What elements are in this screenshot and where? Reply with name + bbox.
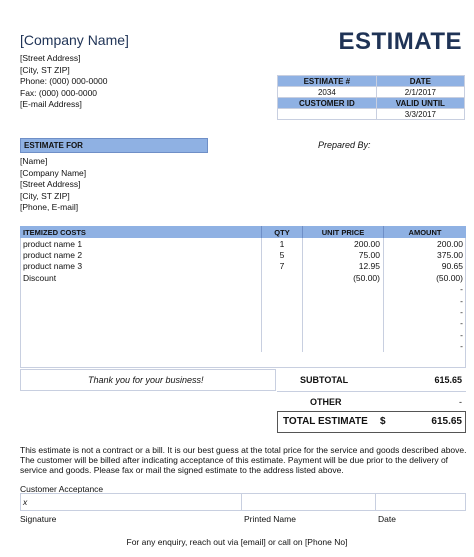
- item-amount: -: [460, 318, 463, 329]
- company-address: [20, 53, 107, 111]
- signature-field[interactable]: [20, 493, 466, 511]
- address-line: Phone: (000) 000-0000: [20, 76, 108, 86]
- document-title: ESTIMATE: [338, 28, 462, 55]
- table-row[interactable]: [20, 329, 466, 340]
- item-desc[interactable]: [20, 329, 262, 340]
- other-label: OTHER: [310, 397, 342, 407]
- item-desc[interactable]: [20, 284, 262, 295]
- col-header-amount: AMOUNT: [384, 226, 467, 238]
- estimate-meta-table: [277, 75, 465, 120]
- item-price[interactable]: 200.00: [303, 238, 384, 249]
- customer-line: [Company Name]: [20, 167, 87, 178]
- subtotal-label: SUBTOTAL: [300, 375, 349, 385]
- item-desc[interactable]: [20, 318, 262, 329]
- subtotal-value: 615.65: [434, 375, 462, 385]
- items-header-row: [20, 226, 466, 238]
- customer-line: [Name]: [20, 156, 48, 166]
- item-desc[interactable]: product name 3: [20, 261, 262, 272]
- estimate-number-value[interactable]: 2034: [278, 87, 377, 98]
- table-row[interactable]: [20, 249, 466, 260]
- item-qty[interactable]: 7: [262, 261, 303, 272]
- valid-until-header: VALID UNTIL: [376, 98, 464, 109]
- item-qty[interactable]: 5: [262, 249, 303, 260]
- item-desc[interactable]: Discount: [20, 272, 262, 283]
- table-row[interactable]: [20, 306, 466, 317]
- signature-label: Signature: [20, 514, 57, 524]
- col-header-unit-price: UNIT PRICE: [303, 226, 384, 238]
- estimate-number-header: ESTIMATE #: [278, 76, 377, 87]
- item-qty[interactable]: [262, 341, 303, 352]
- address-line: [City, ST ZIP]: [20, 64, 70, 75]
- customer-line: [City, ST ZIP]: [20, 190, 70, 201]
- item-amount: -: [460, 295, 463, 306]
- item-amount: 90.65: [441, 261, 463, 272]
- table-row[interactable]: [20, 295, 466, 306]
- item-amount: 375.00: [437, 250, 463, 261]
- table-row[interactable]: [20, 318, 466, 329]
- item-qty[interactable]: [262, 284, 303, 295]
- item-price[interactable]: 75.00: [303, 249, 384, 260]
- col-header-qty: QTY: [262, 226, 303, 238]
- printed-name-label: Printed Name: [244, 514, 296, 524]
- divider: [241, 493, 242, 511]
- item-desc[interactable]: product name 2: [20, 249, 262, 260]
- valid-until-value[interactable]: 3/3/2017: [376, 109, 464, 120]
- prepared-by-label: Prepared By:: [318, 140, 371, 150]
- other-value[interactable]: -: [459, 397, 462, 407]
- customer-id-header: CUSTOMER ID: [278, 98, 377, 109]
- item-desc[interactable]: [20, 306, 262, 317]
- item-qty[interactable]: [262, 329, 303, 340]
- date-label: Date: [378, 514, 396, 524]
- item-price[interactable]: (50.00): [303, 272, 384, 283]
- item-price[interactable]: [303, 306, 384, 317]
- estimate-for-header: ESTIMATE FOR: [20, 138, 208, 153]
- item-desc[interactable]: [20, 295, 262, 306]
- item-qty[interactable]: 1: [262, 238, 303, 249]
- date-value[interactable]: 2/1/2017: [376, 87, 464, 98]
- thank-you-message: Thank you for your business!: [88, 375, 204, 385]
- company-name: [Company Name]: [20, 32, 129, 48]
- footer-contact: For any enquiry, reach out via [email] or call on [Phone No]: [126, 537, 348, 547]
- date-header: DATE: [376, 76, 464, 87]
- total-estimate-label: TOTAL ESTIMATE: [283, 416, 368, 427]
- item-qty[interactable]: [262, 318, 303, 329]
- item-qty[interactable]: [262, 306, 303, 317]
- total-estimate-value: 615.65: [431, 416, 462, 427]
- item-amount: -: [460, 329, 463, 340]
- itemized-costs-table: [20, 226, 466, 352]
- customer-address: [20, 156, 86, 214]
- address-line: Fax: (000) 000-0000: [20, 87, 98, 98]
- item-price[interactable]: 12.95: [303, 261, 384, 272]
- divider: [277, 391, 466, 392]
- item-price[interactable]: [303, 329, 384, 340]
- item-qty[interactable]: [262, 295, 303, 306]
- customer-acceptance-label: Customer Acceptance: [20, 484, 104, 494]
- item-price[interactable]: [303, 284, 384, 295]
- address-line: [E-mail Address]: [20, 99, 82, 109]
- customer-line: [Street Address]: [20, 179, 81, 189]
- currency-symbol: $: [380, 416, 386, 427]
- item-amount: -: [460, 341, 463, 352]
- disclaimer-text: This estimate is not a contract or a bill. It is our best guess at the total price for the service and goods described above. The customer will be billed after indicating acceptance of this estimate. Payment will be due prior to the delivery of service and goods. Please fax or mail the signed estimate to the address listed above.: [20, 445, 467, 476]
- table-row[interactable]: [20, 272, 466, 283]
- item-desc[interactable]: product name 1: [20, 238, 262, 249]
- table-row[interactable]: [20, 284, 466, 295]
- item-price[interactable]: [303, 341, 384, 352]
- divider: [375, 493, 376, 511]
- item-amount: (50.00): [436, 272, 463, 283]
- item-price[interactable]: [303, 318, 384, 329]
- item-amount: 200.00: [437, 238, 463, 249]
- item-price[interactable]: [303, 295, 384, 306]
- item-amount: -: [460, 307, 463, 318]
- item-desc[interactable]: [20, 341, 262, 352]
- address-line: [Street Address]: [20, 53, 81, 63]
- item-qty[interactable]: [262, 272, 303, 283]
- customer-line: [Phone, E-mail]: [20, 202, 79, 212]
- signature-x-mark: x: [23, 497, 28, 507]
- table-row[interactable]: [20, 341, 466, 352]
- col-header-itemized-costs: ITEMIZED COSTS: [20, 226, 262, 238]
- item-amount: -: [460, 284, 463, 295]
- table-row[interactable]: [20, 238, 466, 249]
- table-row[interactable]: [20, 261, 466, 272]
- customer-id-value[interactable]: [278, 109, 377, 120]
